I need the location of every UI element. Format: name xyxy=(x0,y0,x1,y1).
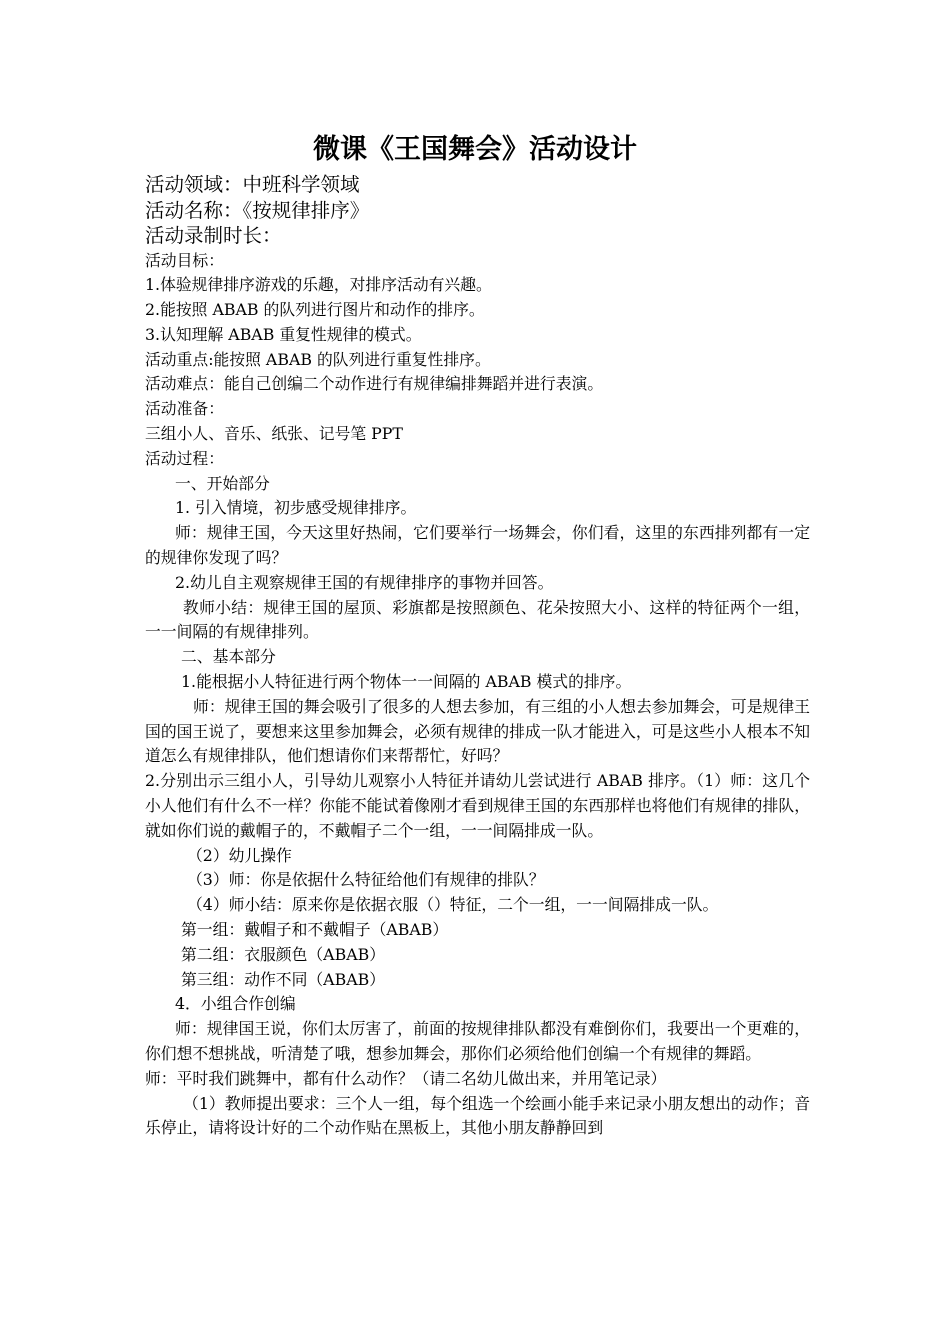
substep-teacher-summary: （4）师小结：原来你是依据衣服（）特征，二个一组，一一间隔排成一队。 xyxy=(187,895,719,915)
step-intro-situation: 1. 引入情境，初步感受规律排序。 xyxy=(175,498,417,518)
objective-2: 2.能按照 ABAB 的队列进行图片和动作的排序。 xyxy=(145,300,485,320)
step-three-groups: 2.分别出示三组小人，引导幼儿观察小人特征并请幼儿尝试进行 ABAB 排序。（1）师：这几个小人他们有什么不一样？你能不能试着像刚才看到规律王国的东西那样也将他们有规律的排队，就如你们说的戴帽子的，不戴帽子二个一组，一一间隔排成一队。 xyxy=(145,771,810,840)
group-3: 第三组：动作不同（ABAB） xyxy=(181,969,386,989)
difficult-point: 活动难点：能自己创编二个动作进行有规律编排舞蹈并进行表演。 xyxy=(145,374,604,394)
substep-teacher-question: （3）师：你是依据什么特征给他们有规律的排队？ xyxy=(187,870,545,890)
step-observe-answer: 2.幼儿自主观察规律王国的有规律排序的事物并回答。 xyxy=(175,572,554,592)
group-1: 第一组：戴帽子和不戴帽子（ABAB） xyxy=(181,920,449,940)
teacher-summary-1: 教师小结：规律王国的屋顶、彩旗都是按照颜色、花朵按照大小、这样的特征两个一组，一一间隔的有规律排列。 xyxy=(145,597,810,642)
key-point: 活动重点:能按照 ABAB 的队列进行重复性排序。 xyxy=(145,349,491,369)
preparation-heading: 活动准备： xyxy=(145,399,224,419)
objective-1: 1.体验规律排序游戏的乐趣，对排序活动有兴趣。 xyxy=(145,275,492,295)
section-heading-basic: 二、基本部分 xyxy=(181,647,276,667)
group-2: 第二组：衣服颜色（ABAB） xyxy=(181,944,386,964)
teacher-speech-4: 师：平时我们跳舞中，都有什么动作？（请二名幼儿做出来，并用笔记录） xyxy=(145,1068,667,1088)
document-body xyxy=(145,172,810,1141)
step-sort-by-features: 1.能根据小人特征进行两个物体一一间隔的 ABAB 模式的排序。 xyxy=(181,672,632,692)
teacher-speech-1: 师：规律王国，今天这里好热闹，它们要举行一场舞会，你们看，这里的东西排列都有一定的规律你发现了吗？ xyxy=(145,523,810,568)
document-title: 微课《王国舞会》活动设计 xyxy=(313,134,637,165)
section-heading-start: 一、开始部分 xyxy=(175,473,270,493)
activity-domain-line: 活动领域：中班科学领域 xyxy=(145,173,360,196)
activity-name-line: 活动名称：《按规律排序》 xyxy=(145,198,370,222)
teacher-speech-3: 师：规律国王说，你们太厉害了，前面的按规律排队都没有难倒你们，我要出一个更难的，你们想不想挑战，听清楚了哦，想参加舞会，那你们必须给他们创编一个有规律的舞蹈。 xyxy=(145,1019,810,1063)
objectives-heading: 活动目标： xyxy=(145,250,224,270)
process-heading: 活动过程： xyxy=(145,448,224,468)
substep-child-operation: （2）幼儿操作 xyxy=(187,845,292,865)
step-group-creation: 4．小组合作创编 xyxy=(175,994,296,1014)
preparation-materials: 三组小人、音乐、纸张、记号笔 PPT xyxy=(145,424,403,444)
teacher-speech-2: 师：规律王国的舞会吸引了很多的人想去参加，有三组的小人想去参加舞会，可是规律王国的国王说了，要想来这里参加舞会，必须有规律的排成一队才能进入，可是这些小人根本不知道怎么有规律排队，他们想请你们来帮帮忙，好吗？ xyxy=(145,696,810,766)
objective-3: 3.认知理解 ABAB 重复性规律的模式。 xyxy=(145,324,422,344)
recording-duration-line: 活动录制时长： xyxy=(145,224,282,247)
teacher-requirements: （1）教师提出要求：三个人一组，每个组选一个绘画小能手来记录小朋友想出的动作；音乐停止，请将设计好的二个动作贴在黑板上，其他小朋友静静回到 xyxy=(145,1093,810,1138)
